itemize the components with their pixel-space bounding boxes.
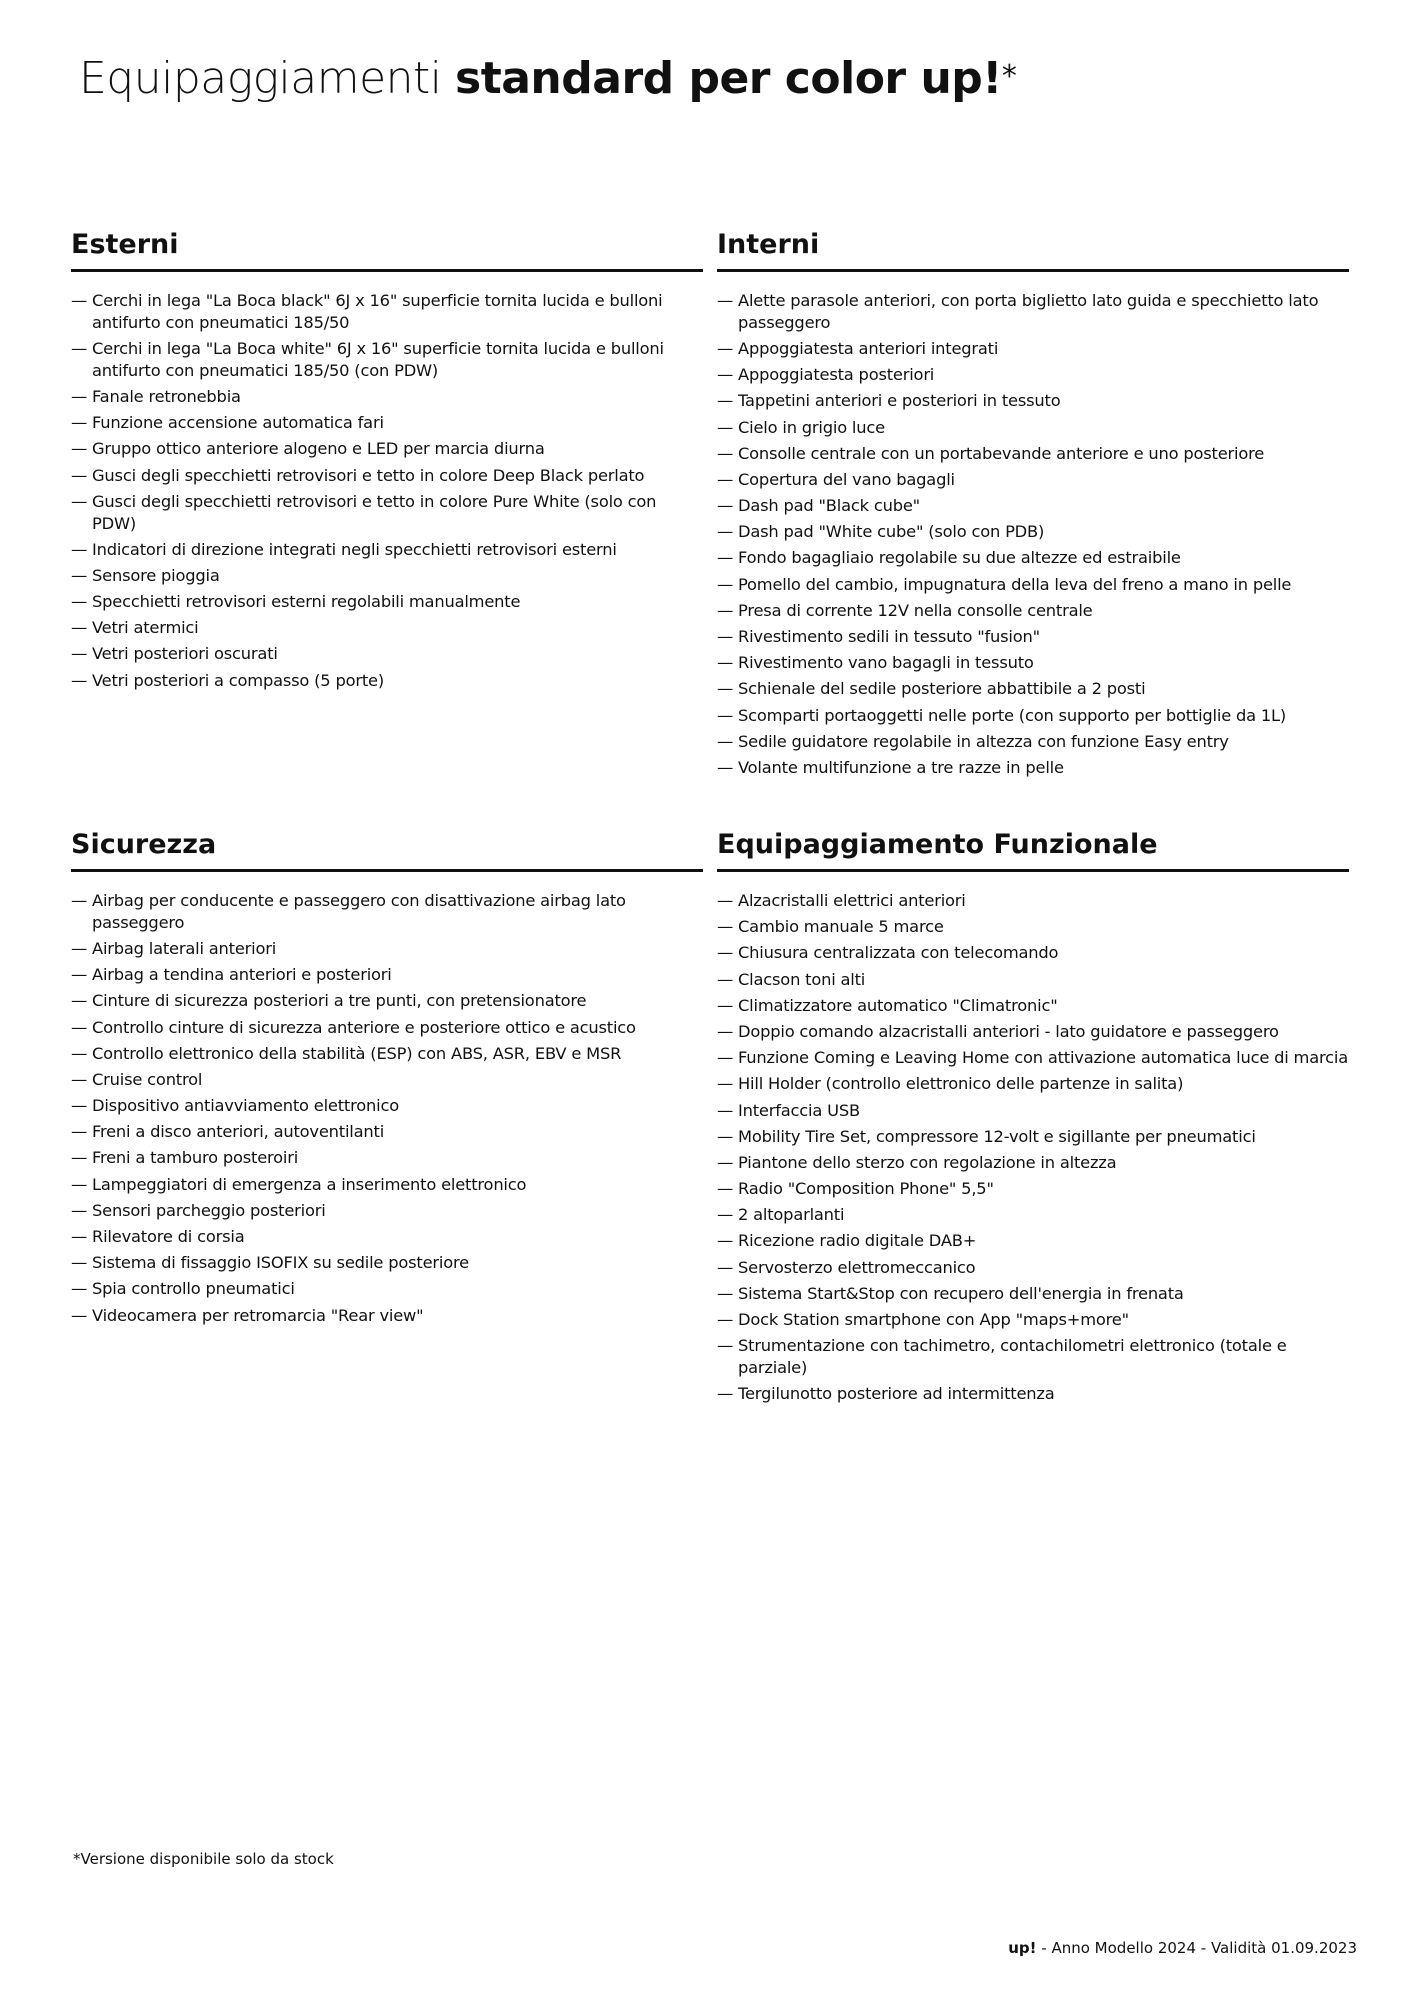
list-item-text: Freni a disco anteriori, autoventilanti <box>92 1122 385 1142</box>
footer <box>1008 1938 1357 1958</box>
dash-bullet: — <box>717 600 734 620</box>
dash-bullet: — <box>71 1017 88 1037</box>
list-item <box>717 290 1349 334</box>
dash-bullet: — <box>717 365 734 385</box>
list-item-text: Videocamera per retromarcia "Rear view" <box>92 1305 424 1325</box>
list-item <box>71 465 703 487</box>
dash-bullet: — <box>717 705 734 725</box>
list-item-text: Airbag laterali anteriori <box>92 938 277 958</box>
footnote: *Versione disponibile solo da stock <box>73 1850 334 1868</box>
dash-bullet: — <box>71 1174 88 1194</box>
list-item <box>717 1126 1349 1148</box>
section-heading: Equipaggiamento Funzionale <box>717 828 1349 872</box>
list-item-text: Tappetini anteriori e posteriori in tessuto <box>738 391 1061 411</box>
dash-bullet: — <box>71 1148 88 1168</box>
dash-bullet: — <box>717 995 734 1015</box>
list-item <box>717 364 1349 386</box>
list-item-text: Piantone dello sterzo con regolazione in altezza <box>738 1152 1117 1172</box>
list-item-text: Dash pad "Black cube" <box>738 496 920 516</box>
dash-bullet: — <box>717 1100 734 1120</box>
list-item-text: Dock Station smartphone con App "maps+more" <box>738 1310 1129 1329</box>
list-item <box>71 1147 703 1169</box>
dash-bullet: — <box>717 574 734 594</box>
list-item-text: Dash pad "White cube" (solo con PDB) <box>738 522 1045 542</box>
list-item-text: Cinture di sicurezza posteriori a tre punti, con pretensionatore <box>92 991 587 1011</box>
page-title-bold: standard per color up! <box>455 53 1002 104</box>
list-item-text: 2 altoparlanti <box>738 1205 845 1225</box>
dash-bullet: — <box>717 1310 734 1329</box>
list-item <box>717 574 1349 596</box>
dash-bullet: — <box>71 439 88 459</box>
list-item <box>717 757 1349 779</box>
dash-bullet: — <box>71 1227 88 1247</box>
list-item <box>717 338 1349 360</box>
list-item-text: Cielo in grigio luce <box>738 417 885 437</box>
list-item <box>71 591 703 613</box>
dash-bullet: — <box>717 1152 734 1172</box>
dash-bullet: — <box>71 491 88 511</box>
list-item <box>717 916 1349 938</box>
list-item-text: Ricezione radio digitale DAB+ <box>738 1231 977 1251</box>
section-interni <box>717 228 1349 783</box>
list-item-text: Sedile guidatore regolabile in altezza con funzione Easy entry <box>738 731 1229 751</box>
list-item <box>717 1335 1349 1379</box>
dash-bullet: — <box>717 443 734 463</box>
list-item <box>71 1095 703 1117</box>
dash-bullet: — <box>71 1279 88 1299</box>
list-item-text: Sistema di fissaggio ISOFIX su sedile posteriore <box>92 1253 469 1273</box>
dash-bullet: — <box>71 1253 88 1273</box>
list-item <box>717 1283 1349 1305</box>
list-item-text: Gruppo ottico anteriore alogeno e LED per marcia diurna <box>92 439 545 459</box>
dash-bullet: — <box>717 1021 734 1041</box>
dash-bullet: — <box>717 1283 734 1303</box>
dash-bullet: — <box>717 679 734 699</box>
dash-bullet: — <box>71 965 88 985</box>
list-item-text: Tergilunotto posteriore ad intermittenza <box>738 1384 1055 1404</box>
list-item-text: Lampeggiatori di emergenza a inserimento elettronico <box>92 1174 527 1194</box>
list-item-text: Alzacristalli elettrici anteriori <box>738 891 966 910</box>
list-item-text: Spia controllo pneumatici <box>92 1279 295 1299</box>
list-item-text: Cambio manuale 5 marce <box>738 917 944 937</box>
section-equipaggiamento-funzionale <box>717 828 1349 1409</box>
dash-bullet: — <box>71 670 88 690</box>
list-item-text: Interfaccia USB <box>738 1100 860 1120</box>
list-item <box>71 1043 703 1065</box>
list-item-text: Appoggiatesta anteriori integrati <box>738 338 999 358</box>
list-item <box>717 443 1349 465</box>
dash-bullet: — <box>717 1205 734 1225</box>
list-item-text: Airbag a tendina anteriori e posteriori <box>92 965 392 985</box>
list-item <box>717 1257 1349 1279</box>
dash-bullet: — <box>717 1384 734 1404</box>
list-item <box>71 1017 703 1039</box>
list-item-text: Vetri posteriori oscurati <box>92 644 278 664</box>
list-item-text: Controllo cinture di sicurezza anteriore e posteriore ottico e acustico <box>92 1017 636 1037</box>
dash-bullet: — <box>717 627 734 647</box>
list-item-text: Indicatori di direzione integrati negli specchietti retrovisori esterni <box>92 539 617 559</box>
dash-bullet: — <box>717 522 734 542</box>
list-item <box>71 1226 703 1248</box>
list-item <box>71 1121 703 1143</box>
dash-bullet: — <box>717 417 734 437</box>
dash-bullet: — <box>717 943 734 963</box>
dash-bullet: — <box>71 1043 88 1063</box>
item-list <box>71 290 703 691</box>
list-item <box>717 1204 1349 1226</box>
section-sicurezza <box>71 828 703 1331</box>
list-item <box>71 890 703 934</box>
list-item-text: Cerchi in lega "La Boca black" 6J x 16" superficie tornita lucida e bulloni antifurto con pneumatici 185/50 <box>92 291 663 332</box>
dash-bullet: — <box>717 891 734 910</box>
dash-bullet: — <box>71 644 88 664</box>
list-item-text: Fondo bagagliaio regolabile su due altezze ed estraibile <box>738 548 1181 568</box>
list-item <box>71 1200 703 1222</box>
list-item-text: Radio "Composition Phone" 5,5" <box>738 1179 994 1199</box>
list-item <box>717 1021 1349 1043</box>
item-list <box>717 890 1349 1405</box>
list-item <box>717 1383 1349 1405</box>
list-item-text: Doppio comando alzacristalli anteriori - lato guidatore e passeggero <box>738 1021 1279 1041</box>
list-item <box>71 290 703 334</box>
dash-bullet: — <box>717 731 734 751</box>
list-item <box>71 1278 703 1300</box>
section-esterni <box>71 228 703 696</box>
dash-bullet: — <box>71 413 88 433</box>
list-item <box>717 1152 1349 1174</box>
list-item <box>717 995 1349 1017</box>
dash-bullet: — <box>717 391 734 411</box>
page-title-asterisk: * <box>1001 59 1017 94</box>
list-item-text: Fanale retronebbia <box>92 386 241 406</box>
footer-brand: up! <box>1008 1939 1037 1957</box>
list-item <box>717 705 1349 727</box>
list-item-text: Schienale del sedile posteriore abbattibile a 2 posti <box>738 679 1146 699</box>
dash-bullet: — <box>71 1305 88 1325</box>
list-item <box>717 731 1349 753</box>
dash-bullet: — <box>71 386 88 406</box>
list-item-text: Freni a tamburo posteroiri <box>92 1148 299 1168</box>
list-item <box>717 390 1349 412</box>
list-item <box>717 417 1349 439</box>
list-item-text: Dispositivo antiavviamento elettronico <box>92 1096 399 1116</box>
list-item-text: Copertura del vano bagagli <box>738 469 955 489</box>
section-heading: Sicurezza <box>71 828 703 872</box>
dash-bullet: — <box>71 938 88 958</box>
list-item-text: Presa di corrente 12V nella consolle centrale <box>738 600 1093 620</box>
list-item-text: Vetri posteriori a compasso (5 porte) <box>92 670 384 690</box>
dash-bullet: — <box>71 291 88 310</box>
dash-bullet: — <box>71 592 88 612</box>
list-item <box>71 643 703 665</box>
list-item-text: Rivestimento sedili in tessuto "fusion" <box>738 627 1040 647</box>
section-heading: Interni <box>717 228 1349 272</box>
list-item-text: Funzione Coming e Leaving Home con attivazione automatica luce di marcia <box>738 1048 1348 1068</box>
list-item <box>717 1309 1349 1331</box>
list-item-text: Sensore pioggia <box>92 565 220 585</box>
list-item <box>717 469 1349 491</box>
dash-bullet: — <box>717 1257 734 1277</box>
list-item-text: Clacson toni alti <box>738 969 866 989</box>
page-title-light: Equipaggiamenti <box>79 53 456 104</box>
list-item <box>71 1069 703 1091</box>
list-item <box>717 495 1349 517</box>
list-item-text: Pomello del cambio, impugnatura della leva del freno a mano in pelle <box>738 574 1292 594</box>
dash-bullet: — <box>717 548 734 568</box>
list-item <box>717 521 1349 543</box>
dash-bullet: — <box>71 465 88 485</box>
dash-bullet: — <box>717 1231 734 1251</box>
list-item <box>717 1073 1349 1095</box>
list-item-text: Alette parasole anteriori, con porta biglietto lato guida e specchietto lato passeggero <box>738 291 1319 332</box>
dash-bullet: — <box>717 1074 734 1094</box>
dash-bullet: — <box>71 891 88 910</box>
list-item <box>71 964 703 986</box>
dash-bullet: — <box>71 1122 88 1142</box>
dash-bullet: — <box>717 1048 734 1068</box>
dash-bullet: — <box>717 757 734 777</box>
list-item <box>717 1100 1349 1122</box>
list-item <box>71 617 703 639</box>
list-item-text: Climatizzatore automatico "Climatronic" <box>738 995 1058 1015</box>
list-item <box>71 938 703 960</box>
item-list <box>71 890 703 1326</box>
item-list <box>717 290 1349 779</box>
list-item <box>71 565 703 587</box>
list-item <box>717 626 1349 648</box>
list-item-text: Cerchi in lega "La Boca white" 6J x 16" superficie tornita lucida e bulloni antifurto con pneumatici 185/50 (con PDW) <box>92 338 664 380</box>
footer-text: - Anno Modello 2024 - Validità 01.09.2023 <box>1036 1939 1357 1957</box>
dash-bullet: — <box>717 291 734 310</box>
list-item <box>71 1305 703 1327</box>
dash-bullet: — <box>717 917 734 937</box>
dash-bullet: — <box>717 469 734 489</box>
list-item-text: Volante multifunzione a tre razze in pelle <box>738 757 1064 777</box>
list-item-text: Appoggiatesta posteriori <box>738 365 935 385</box>
list-item-text: Controllo elettronico della stabilità (ESP) con ABS, ASR, EBV e MSR <box>92 1043 622 1063</box>
list-item-text: Rivestimento vano bagagli in tessuto <box>738 653 1034 673</box>
list-item <box>71 386 703 408</box>
dash-bullet: — <box>717 1179 734 1199</box>
dash-bullet: — <box>71 618 88 638</box>
list-item <box>717 942 1349 964</box>
dash-bullet: — <box>71 338 88 358</box>
dash-bullet: — <box>717 969 734 989</box>
list-item <box>717 652 1349 674</box>
list-item-text: Hill Holder (controllo elettronico delle partenze in salita) <box>738 1074 1184 1094</box>
list-item-text: Strumentazione con tachimetro, contachilometri elettronico (totale e parziale) <box>738 1336 1287 1377</box>
list-item <box>71 412 703 434</box>
list-item <box>717 600 1349 622</box>
list-item-text: Gusci degli specchietti retrovisori e tetto in colore Deep Black perlato <box>92 465 645 485</box>
dash-bullet: — <box>71 991 88 1011</box>
dash-bullet: — <box>717 496 734 516</box>
dash-bullet: — <box>71 539 88 559</box>
list-item <box>717 547 1349 569</box>
list-item-text: Airbag per conducente e passeggero con disattivazione airbag lato passeggero <box>92 891 626 932</box>
list-item-text: Gusci degli specchietti retrovisori e tetto in colore Pure White (solo con PDW) <box>92 491 657 533</box>
list-item <box>717 1230 1349 1252</box>
list-item-text: Funzione accensione automatica fari <box>92 413 384 433</box>
list-item-text: Scomparti portaoggetti nelle porte (con supporto per bottiglie da 1L) <box>738 705 1287 725</box>
list-item-text: Sistema Start&Stop con recupero dell'energia in frenata <box>738 1283 1184 1303</box>
dash-bullet: — <box>71 1200 88 1220</box>
list-item-text: Chiusura centralizzata con telecomando <box>738 943 1059 963</box>
dash-bullet: — <box>717 653 734 673</box>
dash-bullet: — <box>71 565 88 585</box>
list-item-text: Mobility Tire Set, compressore 12-volt e sigillante per pneumatici <box>738 1126 1256 1146</box>
page-title <box>79 52 1016 106</box>
list-item-text: Specchietti retrovisori esterni regolabili manualmente <box>92 592 521 612</box>
list-item-text: Rilevatore di corsia <box>92 1227 245 1247</box>
dash-bullet: — <box>71 1069 88 1089</box>
list-item <box>71 338 703 382</box>
list-item <box>717 1178 1349 1200</box>
list-item <box>71 1174 703 1196</box>
list-item <box>71 539 703 561</box>
list-item <box>71 990 703 1012</box>
dash-bullet: — <box>717 338 734 358</box>
list-item-text: Cruise control <box>92 1069 203 1089</box>
list-item-text: Servosterzo elettromeccanico <box>738 1257 976 1277</box>
list-item <box>717 678 1349 700</box>
dash-bullet: — <box>717 1336 734 1356</box>
list-item-text: Sensori parcheggio posteriori <box>92 1200 326 1220</box>
dash-bullet: — <box>71 1096 88 1116</box>
list-item <box>71 670 703 692</box>
dash-bullet: — <box>717 1126 734 1146</box>
list-item <box>717 969 1349 991</box>
list-item-text: Consolle centrale con un portabevande anteriore e uno posteriore <box>738 443 1265 463</box>
list-item-text: Vetri atermici <box>92 618 199 638</box>
section-heading: Esterni <box>71 228 703 272</box>
list-item <box>71 1252 703 1274</box>
list-item <box>717 890 1349 912</box>
list-item <box>71 438 703 460</box>
list-item <box>71 491 703 535</box>
list-item <box>717 1047 1349 1069</box>
